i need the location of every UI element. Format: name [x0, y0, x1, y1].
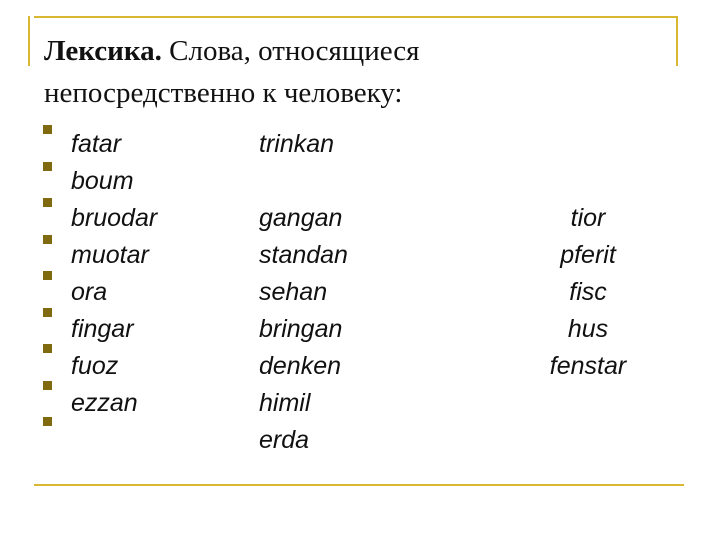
- word-column-1: [71, 126, 157, 459]
- word-item: himil: [259, 389, 311, 417]
- slide-frame-top: [34, 16, 678, 18]
- bullet-marker-icon: [43, 308, 52, 317]
- word-item: fatar: [71, 130, 122, 158]
- word-item: muotar: [71, 241, 149, 269]
- title-bold-part: Лексика.: [44, 35, 162, 67]
- bullet-marker-icon: [43, 162, 52, 171]
- slide-frame-right: [676, 16, 678, 66]
- word-item: sehan: [259, 278, 328, 306]
- word-item: ora: [71, 278, 108, 306]
- word-item: bringan: [259, 315, 343, 343]
- word-item: fingar: [71, 315, 134, 343]
- bullet-marker-icon: [43, 344, 52, 353]
- word-item: boum: [71, 167, 134, 195]
- slide-frame-bottom: [34, 484, 684, 486]
- word-item: bruodar: [71, 204, 158, 232]
- bullet-marker-icon: [43, 125, 52, 134]
- word-item: pferit: [560, 241, 616, 269]
- bullet-marker-icon: [43, 381, 52, 390]
- word-item: erda: [259, 426, 310, 454]
- word-item: [71, 422, 157, 459]
- word-item: gangan: [259, 204, 343, 232]
- bullet-marker-icon: [43, 417, 52, 426]
- word-item: ezzan: [71, 389, 138, 417]
- word-item: fuoz: [71, 352, 119, 380]
- word-item: [538, 422, 638, 459]
- word-item: [538, 385, 638, 422]
- word-item: standan: [259, 241, 348, 269]
- word-column-3: [538, 126, 638, 459]
- bullet-marker-icon: [43, 198, 52, 207]
- word-item: hus: [567, 315, 609, 343]
- word-item: fisc: [569, 278, 607, 306]
- word-item: trinkan: [259, 130, 335, 158]
- title-rest: Слова, относящиеся непосредственно к человеку:: [44, 35, 420, 109]
- word-item: [538, 126, 638, 163]
- slide-title: [44, 30, 604, 114]
- word-item: denken: [259, 352, 342, 380]
- bullet-marker-icon: [43, 235, 52, 244]
- word-item: [259, 163, 348, 200]
- word-item: fenstar: [549, 352, 627, 380]
- bullet-markers: [43, 125, 52, 454]
- word-column-2: [259, 126, 348, 459]
- slide-frame-left: [28, 16, 30, 66]
- word-item: [538, 163, 638, 200]
- word-item: tior: [570, 204, 606, 232]
- bullet-marker-icon: [43, 271, 52, 280]
